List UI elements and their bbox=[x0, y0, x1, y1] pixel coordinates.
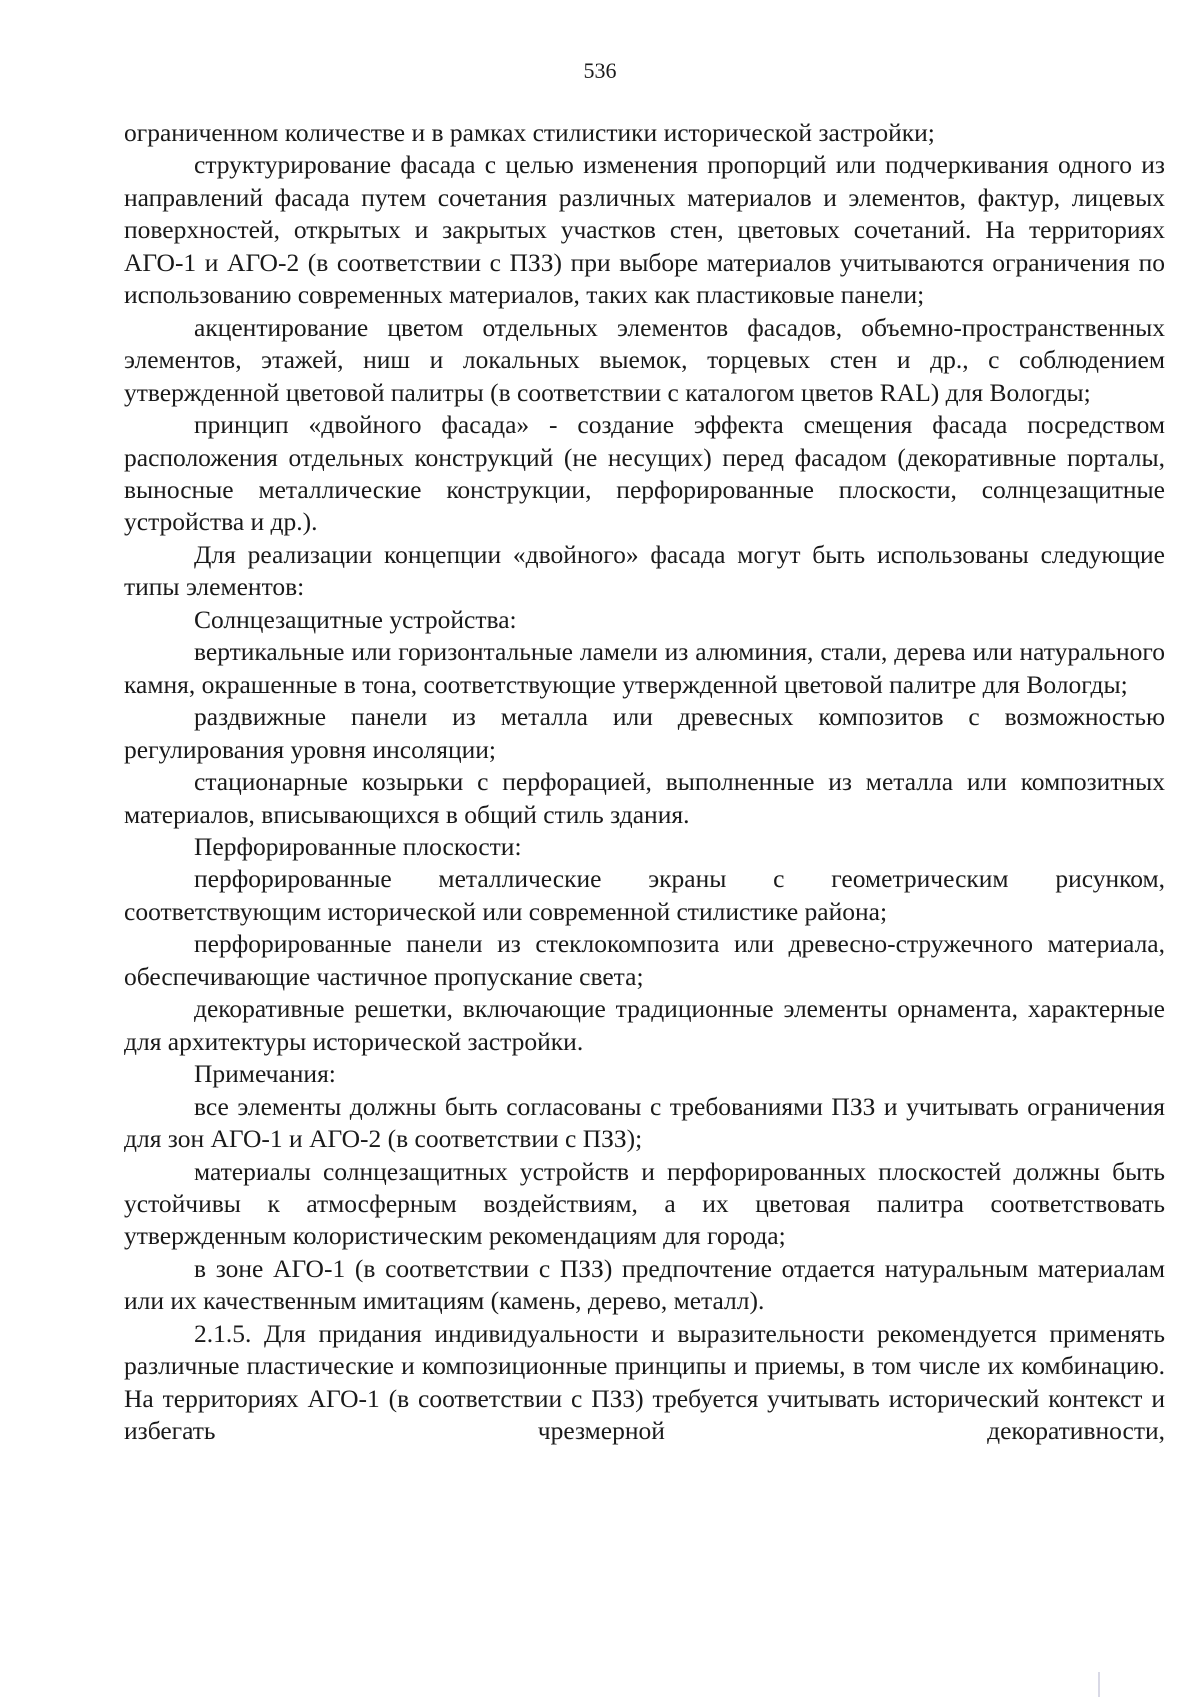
paragraph-double-facade: принцип «двойного фасада» - создание эффекта смещения фасада посредством расположения отдельных конструкций (не несущих) перед фасадом (декоративные порталы, выносные металлические конструкции, перфорированные плоскости, солнцезащитные устройства и др.). bbox=[124, 410, 1165, 537]
heading-sun-protection: Солнцезащитные устройства: bbox=[194, 604, 517, 634]
paragraph-note-ago1: в зоне АГО-1 (в соответствии с ПЗЗ) предпочтение отдается натуральным материалам или их качественным имитациям (камень, дерево, металл). bbox=[124, 1253, 1165, 1316]
paragraph-sliding-panels: раздвижные панели из металла или древесных композитов с возможностью регулирования уровня инсоляции; bbox=[124, 702, 1165, 764]
paragraph-decorative-grilles: декоративные решетки, включающие традиционные элементы орнамента, характерные для архитектуры исторической застройки. bbox=[124, 994, 1165, 1056]
paragraph-note-materials: материалы солнцезащитных устройств и перфорированных плоскостей должны быть устойчивы к атмосферным воздействиям, а их цветовая палитра соответствовать утвержденным колористическим рекомендациям для города; bbox=[124, 1156, 1165, 1251]
paragraph-lamellas: вертикальные или горизонтальные ламели из алюминия, стали, дерева или натурального камня, окрашенные в тона, соответствующие утвержденной цветовой палитре для Вологды; bbox=[124, 637, 1165, 699]
page-number: 536 bbox=[583, 58, 617, 83]
heading-perforated-planes: Перфорированные плоскости: bbox=[194, 831, 522, 861]
paragraph-color-accent: акцентирование цветом отдельных элементов фасадов, объемно-пространственных элементов, этажей, ниш и локальных выемок, торцевых стен и др., с соблюдением утвержденной цветовой палитры (в соответствии с каталогом цветов RAL) для Вологды; bbox=[124, 312, 1165, 407]
heading-notes: Примечания: bbox=[194, 1059, 336, 1089]
paragraph-section-2-1-5: 2.1.5. Для придания индивидуальности и выразительности рекомендуется применять различные пластические и композиционные принципы и приемы, в том числе их комбинацию. На территориях АГО-1 (в соответствии с ПЗЗ) требуется учитывать исторический контекст и избегать чрезмерной декоративности, bbox=[124, 1318, 1165, 1446]
paragraph-continuation: ограниченном количестве и в рамках стилистики исторической застройки; bbox=[124, 118, 935, 147]
body-text bbox=[124, 117, 1165, 1448]
paragraph-facade-structuring: структурирование фасада с целью изменения пропорций или подчеркивания одного из направлений фасада путем сочетания различных материалов и элементов, фактур, лицевых поверхностей, открытых и закрытых участков стен, цветовых сочетаний. На территориях АГО-1 и АГО-2 (в соответствии с ПЗЗ) при выборе материалов учитываются ограничения по использованию современных материалов, таких как пластиковые панели; bbox=[124, 150, 1165, 310]
paragraph-canopies: стационарные козырьки с перфорацией, выполненные из металла или композитных материалов, вписывающихся в общий стиль здания. bbox=[124, 767, 1165, 829]
paragraph-metal-screens: перфорированные металлические экраны с геометрическим рисунком, соответствующим исторической или современной стилистике района; bbox=[124, 864, 1165, 926]
paragraph-perforated-panels: перфорированные панели из стеклокомпозита или древесно-стружечного материала, обеспечивающие частичное пропускание света; bbox=[124, 929, 1165, 991]
scan-artifact-line bbox=[1098, 1672, 1100, 1697]
paragraph-element-types-intro: Для реализации концепции «двойного» фасада могут быть использованы следующие типы элементов: bbox=[124, 539, 1165, 602]
paragraph-note-approval: все элементы должны быть согласованы с требованиями ПЗЗ и учитывать ограничения для зон АГО-1 и АГО-2 (в соответствии с ПЗЗ); bbox=[124, 1091, 1165, 1154]
